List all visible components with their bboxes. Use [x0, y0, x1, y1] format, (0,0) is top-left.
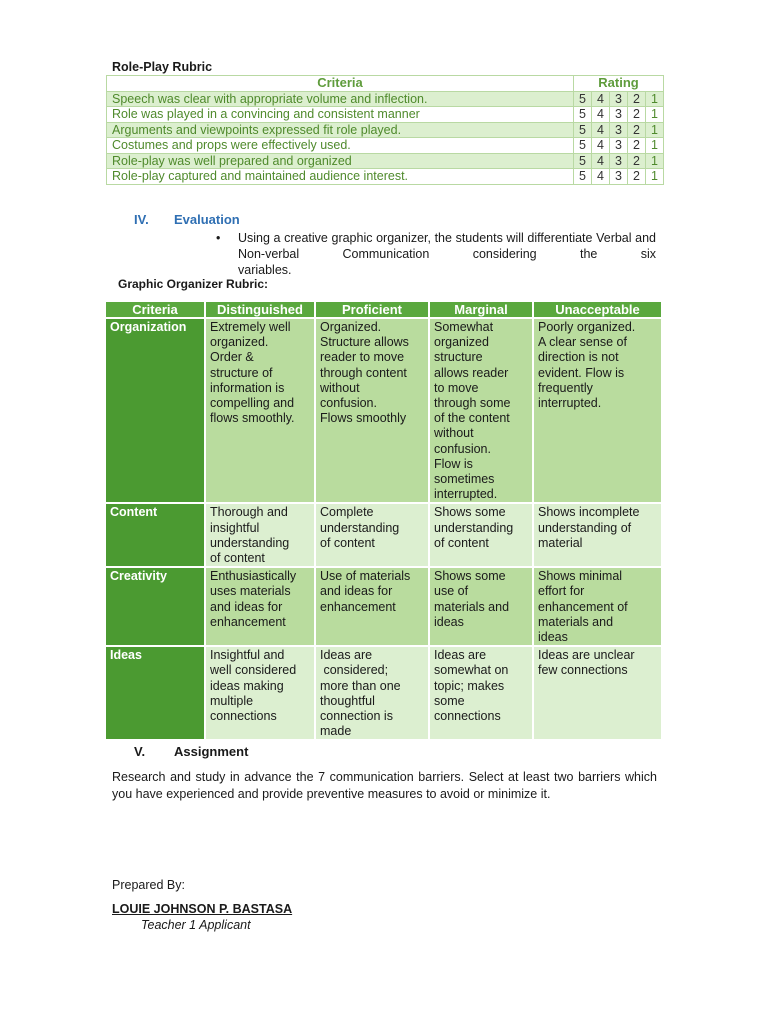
cell-line: some — [434, 693, 465, 708]
preparer-name: LOUIE JOHNSON P. BASTASA — [112, 902, 293, 916]
graphic-organizer-rubric-title: Graphic Organizer Rubric: — [118, 277, 269, 291]
rubric-cell — [533, 567, 662, 646]
cell-line: structure of — [210, 365, 273, 380]
rating-cell: 3 — [610, 138, 628, 154]
table-row — [106, 318, 662, 503]
rating-cell: 5 — [574, 91, 592, 107]
rating-cell: 2 — [628, 169, 646, 185]
rating-cell: 5 — [574, 107, 592, 123]
cell-line: direction is not — [538, 350, 619, 365]
cell-line: more than one — [320, 678, 401, 693]
cell-line: understanding of — [538, 520, 632, 535]
cell-line: and ideas for — [320, 584, 393, 599]
cell-line: Shows incomplete — [538, 505, 640, 520]
cell-line: connections — [434, 709, 501, 724]
graphic-organizer-rubric-body — [106, 318, 662, 739]
cell-line: Shows some — [434, 569, 506, 584]
cell-line: effort for — [538, 584, 585, 599]
cell-line: of content — [210, 551, 265, 566]
rubric-cell — [429, 318, 533, 503]
assignment-text: Research and study in advance the 7 communication barriers. Select at least two barriers which you have experienced and provide preventive measures to avoid or minimize it. — [112, 770, 657, 801]
rating-cell: 4 — [592, 153, 610, 169]
cell-line: understanding — [210, 535, 290, 550]
bullet-text — [238, 230, 656, 278]
cell-line: interrupted. — [434, 487, 498, 502]
cell-line: of content — [434, 535, 489, 550]
rating-cell: 2 — [628, 153, 646, 169]
role-play-rubric-title: Role-Play Rubric — [112, 60, 213, 74]
rating-cell: 2 — [628, 91, 646, 107]
table-header-row — [106, 302, 662, 318]
table-row — [107, 153, 664, 169]
cell-line: sometimes — [434, 472, 495, 487]
column-header: Unacceptable — [533, 302, 662, 318]
rating-header: Rating — [574, 76, 664, 92]
cell-line: organized — [434, 335, 489, 350]
cell-line: Shows minimal — [538, 569, 623, 584]
cell-line: materials and — [434, 599, 510, 614]
criteria-cell: Costumes and props were effectively used. — [107, 138, 574, 154]
criteria-cell: Role was played in a convincing and consistent manner — [107, 107, 574, 123]
cell-line: without — [434, 426, 474, 441]
criteria-cell: Creativity — [106, 567, 205, 646]
cell-line: insightful — [210, 520, 260, 535]
table-row — [107, 107, 664, 123]
table-row — [107, 169, 664, 185]
assignment-heading — [134, 744, 248, 759]
cell-line: enhancement — [210, 614, 286, 629]
cell-line: without — [320, 380, 360, 395]
rubric-cell — [429, 646, 533, 739]
cell-line: ideas — [434, 614, 464, 629]
cell-line: allows reader — [434, 365, 509, 380]
section-title: Evaluation — [174, 212, 240, 227]
table-row — [107, 91, 664, 107]
criteria-cell: Role-play captured and maintained audience interest. — [107, 169, 574, 185]
column-header: Criteria — [106, 302, 205, 318]
graphic-organizer-rubric-table — [106, 302, 663, 739]
rating-cell: 3 — [610, 169, 628, 185]
bullet-line: Verbal and Non-verbal Communication considering the six — [238, 231, 656, 261]
table-row — [106, 567, 662, 646]
rating-cell: 4 — [592, 138, 610, 154]
cell-line: enhancement — [320, 599, 396, 614]
cell-line: Somewhat — [434, 320, 494, 334]
cell-line: understanding — [320, 520, 400, 535]
column-header: Marginal — [429, 302, 533, 318]
section-title: Assignment — [174, 744, 249, 759]
cell-line: somewhat on — [434, 663, 509, 678]
cell-line: confusion. — [434, 441, 491, 456]
cell-line: Enthusiastically — [210, 569, 297, 584]
cell-line: of content — [320, 535, 375, 550]
cell-line: enhancement of — [538, 599, 628, 614]
table-row — [107, 122, 664, 138]
rubric-cell — [533, 503, 662, 567]
rating-cell: 4 — [592, 169, 610, 185]
role-play-rubric-body — [107, 91, 664, 184]
criteria-cell: Ideas — [106, 646, 205, 739]
rating-cell: 1 — [646, 91, 664, 107]
table-row — [106, 503, 662, 567]
cell-line: thoughtful — [320, 693, 375, 708]
rating-cell: 1 — [646, 138, 664, 154]
rating-cell: 5 — [574, 138, 592, 154]
rating-cell: 3 — [610, 91, 628, 107]
cell-line: and ideas for — [210, 599, 283, 614]
rubric-cell — [315, 567, 429, 646]
cell-line: compelling and — [210, 396, 295, 411]
cell-line: Thorough and — [210, 505, 288, 520]
criteria-cell: Speech was clear with appropriate volume and inflection. — [107, 91, 574, 107]
criteria-header: Criteria — [107, 76, 574, 92]
criteria-cell: Organization — [106, 318, 205, 503]
cell-line: Insightful and — [210, 648, 285, 663]
criteria-cell: Role-play was well prepared and organized — [107, 153, 574, 169]
cell-line: Ideas are — [320, 648, 373, 663]
cell-line: evident. Flow is — [538, 365, 625, 380]
rating-cell: 1 — [646, 122, 664, 138]
rubric-cell — [205, 567, 315, 646]
cell-line: connections — [210, 709, 277, 724]
cell-line: material — [538, 535, 583, 550]
cell-line: well considered — [210, 663, 297, 678]
evaluation-heading — [134, 212, 240, 227]
rubric-cell — [205, 646, 315, 739]
rating-cell: 5 — [574, 153, 592, 169]
cell-line: A clear sense of — [538, 335, 627, 350]
table-row — [107, 138, 664, 154]
section-number: V. — [134, 744, 146, 759]
rating-cell: 2 — [628, 107, 646, 123]
cell-line: ideas making — [210, 678, 284, 693]
cell-line: ideas — [538, 630, 568, 645]
bullet-line: Using a creative graphic organizer, the students will differentiate — [238, 231, 593, 245]
cell-line: Extremely well — [210, 320, 291, 334]
preparer-role: Teacher 1 Applicant — [141, 918, 251, 932]
cell-line: few connections — [538, 663, 628, 678]
rubric-cell — [315, 646, 429, 739]
cell-line: materials and — [538, 614, 614, 629]
cell-line: Order & — [210, 350, 254, 365]
cell-line: Ideas are unclear — [538, 648, 635, 663]
cell-line: Organized. — [320, 320, 382, 334]
cell-line: through some — [434, 396, 511, 411]
cell-line: flows smoothly. — [210, 411, 295, 426]
rubric-cell — [533, 318, 662, 503]
cell-line: Ideas are — [434, 648, 487, 663]
rubric-cell — [315, 318, 429, 503]
evaluation-bullet — [216, 230, 656, 278]
cell-line: Poorly organized. — [538, 320, 636, 334]
rubric-cell — [429, 503, 533, 567]
rubric-cell — [205, 503, 315, 567]
cell-line: understanding — [434, 520, 514, 535]
rating-cell: 3 — [610, 107, 628, 123]
rubric-cell — [205, 318, 315, 503]
rating-cell: 5 — [574, 122, 592, 138]
cell-line: through content — [320, 365, 407, 380]
rating-cell: 3 — [610, 153, 628, 169]
cell-line: Flows smoothly — [320, 411, 407, 426]
rating-cell: 1 — [646, 169, 664, 185]
rating-cell: 2 — [628, 138, 646, 154]
cell-line: information is — [210, 380, 285, 395]
role-play-rubric-table — [106, 75, 664, 185]
cell-line: of the content — [434, 411, 510, 426]
rating-cell: 4 — [592, 91, 610, 107]
cell-line: reader to move — [320, 350, 405, 365]
cell-line: Complete — [320, 505, 374, 520]
column-header: Distinguished — [205, 302, 315, 318]
section-number: IV. — [134, 212, 149, 227]
cell-line: multiple — [210, 693, 254, 708]
rating-cell: 3 — [610, 122, 628, 138]
rubric-cell — [429, 567, 533, 646]
cell-line: Structure allows — [320, 335, 409, 350]
column-header: Proficient — [315, 302, 429, 318]
cell-line: interrupted. — [538, 396, 602, 411]
rating-cell: 4 — [592, 122, 610, 138]
cell-line: to move — [434, 380, 479, 395]
cell-line: structure — [434, 350, 483, 365]
cell-line: topic; makes — [434, 678, 505, 693]
cell-line: confusion. — [320, 396, 377, 411]
rubric-cell — [315, 503, 429, 567]
rating-cell: 5 — [574, 169, 592, 185]
cell-line: Shows some — [434, 505, 506, 520]
rating-cell: 2 — [628, 122, 646, 138]
cell-line: connection is — [320, 709, 393, 724]
table-row — [106, 646, 662, 739]
cell-line: made — [320, 724, 352, 739]
cell-line: Flow is — [434, 456, 473, 471]
cell-line: frequently — [538, 380, 593, 395]
rating-cell: 1 — [646, 153, 664, 169]
rating-cell: 4 — [592, 107, 610, 123]
bullet-line: variables. — [238, 263, 292, 277]
rating-cell: 1 — [646, 107, 664, 123]
table-header-row — [107, 76, 664, 92]
criteria-cell: Arguments and viewpoints expressed fit role played. — [107, 122, 574, 138]
bullet-dot: • — [216, 231, 221, 245]
cell-line: Use of materials — [320, 569, 411, 584]
cell-line: considered; — [320, 663, 389, 678]
cell-line: organized. — [210, 335, 269, 350]
criteria-cell: Content — [106, 503, 205, 567]
rubric-cell — [533, 646, 662, 739]
prepared-by-label: Prepared By: — [112, 878, 185, 892]
cell-line: uses materials — [210, 584, 291, 599]
cell-line: use of — [434, 584, 469, 599]
